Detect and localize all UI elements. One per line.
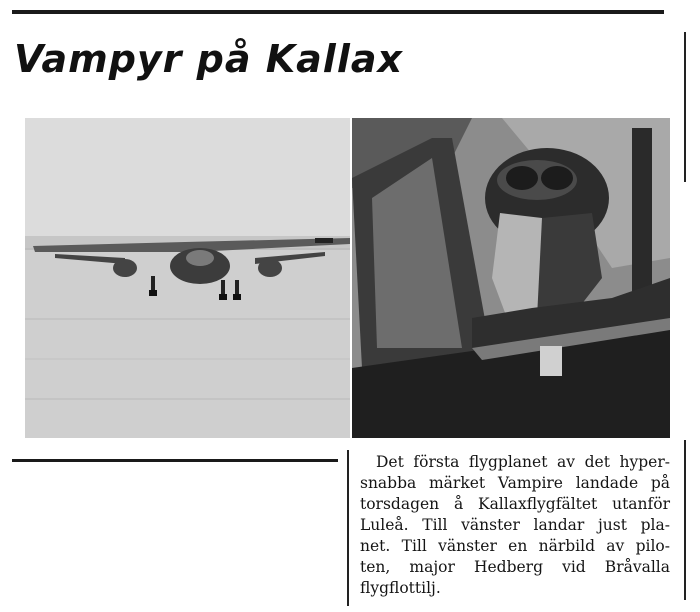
right-column-rule [684, 32, 686, 182]
caption-right-rule [684, 440, 686, 600]
caption-line: flygflottilj. [360, 579, 441, 597]
mid-rule [12, 459, 338, 462]
caption-line: Luleå. Till vänster landar just pla- [360, 516, 670, 534]
photo-caption [360, 452, 670, 599]
top-rule [12, 10, 664, 14]
caption-line: Det första flygplanet av det hyper- [376, 453, 670, 471]
caption-line: ten, major Hedberg vid Bråvalla [360, 558, 670, 576]
caption-line: net. Till vänster en närbild av pilo- [360, 537, 670, 555]
airplane-landing-photo [25, 118, 350, 438]
airplane-icon [25, 118, 350, 438]
headline: Vampyr på Kallax [14, 37, 404, 81]
caption-left-rule [347, 450, 349, 606]
caption-line: torsdagen å Kallaxflygfältet utanför [360, 495, 670, 513]
caption-line: snabba märket Vampire landade på [360, 474, 670, 492]
pilot-cockpit-photo [352, 118, 670, 438]
pilot-icon [352, 118, 670, 438]
